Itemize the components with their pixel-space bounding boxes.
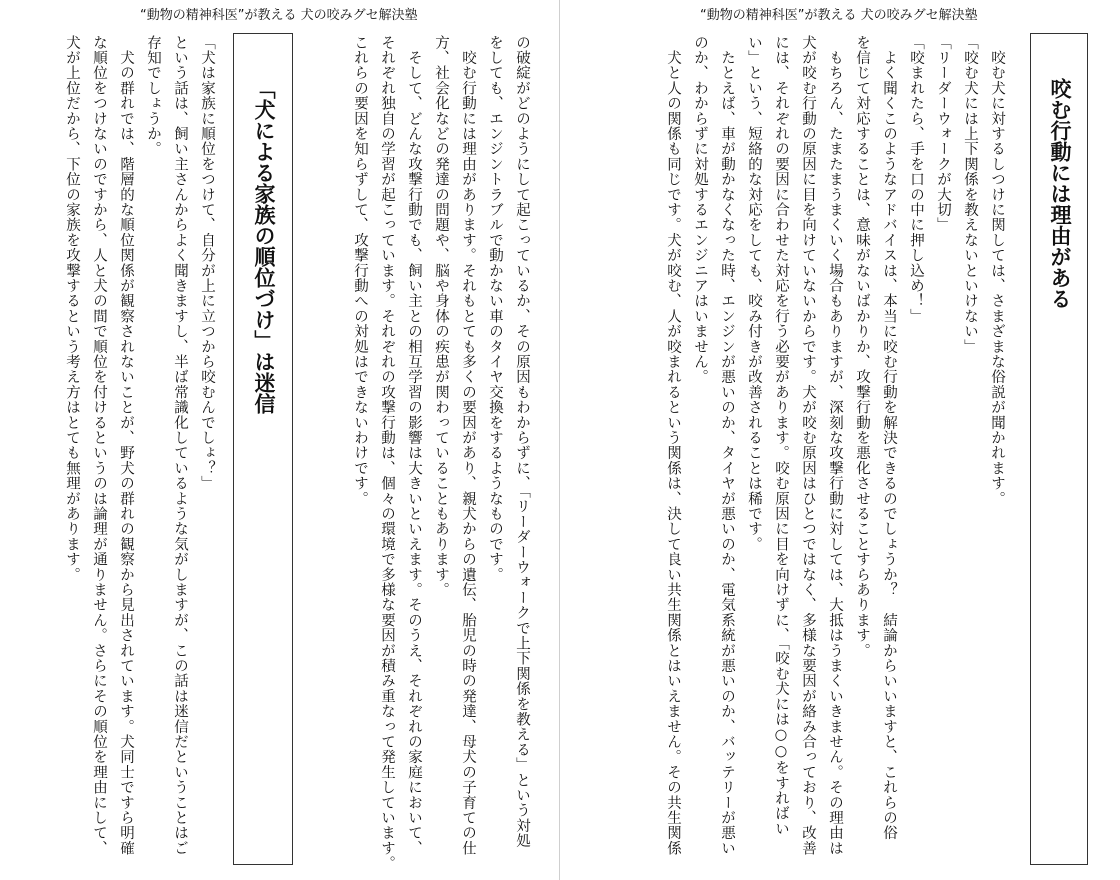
chapter-heading: 咬む行動には理由がある [1048,78,1072,309]
section-heading-box [233,33,293,865]
text-line: 「犬は家族に順位をつけて、自分が上に立つから咬むんでしょ？」 [199,35,215,491]
text-line: の破綻がどのようにして起こっているか、その原因もわからずに、「リーダーウォークで上下関係を教える」という対処 [514,35,530,849]
section-heading: 「犬による家族の順位づけ」は迷信 [252,78,276,414]
text-line: よく聞くこのようなアドバイスは、本当に咬む行動を解決できるのでしょうか？ 結論からいいますと、これらの俗 [881,35,897,841]
text-line: 「咬む犬には上下関係を教えないといけない」 [962,35,978,355]
running-head-left: “動物の精神科医”が教える 犬の咬みグセ解決塾 [140,8,418,23]
text-line: な順位をつけないのですから、人と犬の間で順位を付けるというのは論理が通りません。さらにその順位を理由にして、 [91,35,107,856]
text-line: を信じて対応することは、意味がないばかりか、攻撃行動を悪化させることすらあります。 [854,35,870,659]
text-line: 方、社会化などの発達の問題や、脳や身体の疾患が関わっていることもあります。 [433,35,449,598]
text-line: をしても、エンジントラブルで動かない車のタイヤ交換をするようなものです。 [487,35,503,583]
text-line: 「リーダーウォークが大切」 [935,35,951,233]
text-line: 咬む犬に対するしつけに関しては、さまざまな俗説が聞かれます。 [989,35,1005,507]
text-line: という話は、飼い主さんからよく聞きますし、半ば常識化しているような気がしますが、この話は迷信だということはご [172,35,188,856]
text-line: もちろん、たまたまうまくいく場合もありますが、深刻な攻撃行動に対しては、大抵はうまくいきません。その理由は [827,35,843,856]
right-page [560,0,1120,880]
text-line: そして、どんな攻撃行動でも、飼い主との相互学習の影響は大きいといえます。そのうえ、それぞれの家庭において、 [406,35,422,856]
text-line: 咬む行動には理由があります。それもとても多くの要因があり、親犬からの遺伝、胎児の時の発達、母犬の子育ての仕 [460,35,476,856]
text-line: には、それぞれの要因に合わせた対応を行う必要があります。咬む原因に目を向けずに、「咬む犬には○○をすればい [773,35,789,837]
text-line: 犬が咬む行動の原因に目を向けていないからです。犬が咬む原因はひとつではなく、多様な要因が絡み合っており、改善 [800,35,816,856]
text-line: 犬と人の関係も同じです。犬が咬む、人が咬まれるという関係は、決して良い共生関係とはいえません。その共生関係 [665,35,681,856]
text-line: たとえば、車が動かなくなった時、エンジンが悪いのか、タイヤが悪いのか、電気系統が悪いのか、バッテリーが悪い [719,35,735,856]
text-line: のか、わからずに対処するエンジニアはいません。 [692,35,708,385]
text-line: い」という、短絡的な対応をしても、咬み付きが改善されることは稀です。 [746,35,762,552]
running-head-right: “動物の精神科医”が教える 犬の咬みグセ解決塾 [700,8,978,23]
chapter-heading-box [1030,33,1088,865]
text-line: 存知でしょうか。 [145,35,161,157]
text-line: 「咬まれたら、手を口の中に押し込め！」 [908,35,924,324]
text-line: 犬が上位だから、下位の家族を攻撃するという考え方はとても無理があります。 [64,35,80,583]
left-page-continued-text [300,35,535,870]
right-page-body-text [580,35,1010,870]
text-line: これらの要因を知らずして、攻撃行動への対処はできないわけです。 [352,35,368,507]
text-line: 犬の群れでは、階層的な順位関係が観察されないことが、野犬の群れの観察から見出されています。犬同士ですら明確 [118,35,134,856]
text-line: それぞれ独自の学習が起こっています。それぞれの攻撃行動は、個々の環境で多様な要因が積み重なって発生しています。 [379,35,395,871]
section-body-text [20,35,220,870]
